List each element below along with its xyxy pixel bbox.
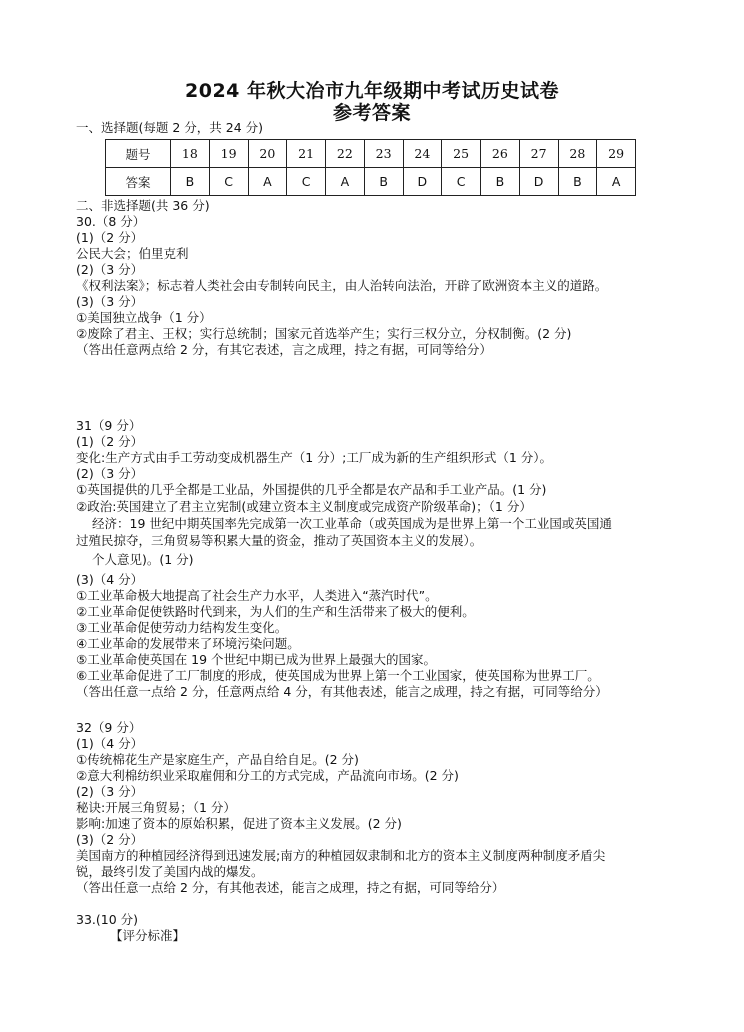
answer-line: ①美国独立战争（1 分） (76, 310, 212, 325)
scoring-standard-label: 【评分标准】 (110, 928, 186, 943)
page-title: 2024 年秋大冶市九年级期中考试历史试卷 (185, 80, 559, 102)
scoring-note: （答出任意一点给 2 分，有其他表述，能言之成理，持之有据，可同等给分） (76, 880, 505, 895)
answer-line: (2)（3 分） (76, 466, 144, 481)
answer-cell: D (403, 168, 442, 196)
answer-line: ②政治:英国建立了君主立宪制(或建立资本主义制度或完成资产阶级革命)；（1 分） (76, 499, 532, 514)
answer-line: 变化:生产方式由手工劳动变成机器生产（1 分）;工厂成为新的生产组织形式（1 分）。 (76, 450, 553, 465)
question-heading: 30.（8 分） (76, 214, 146, 229)
answer-line: ①工业革命极大地提高了社会生产力水平，人类进入“蒸汽时代”。 (76, 588, 438, 603)
question-number: 23 (364, 140, 403, 168)
question-heading: 33.(10 分) (76, 912, 139, 927)
question-number: 21 (287, 140, 326, 168)
answer-cell: B (171, 168, 210, 196)
answer-line: 过殖民掠夺，三角贸易等积累大量的资金，推动了英国资本主义的发展）。 (76, 533, 483, 548)
answer-cell: B (558, 168, 597, 196)
question-number: 29 (597, 140, 636, 168)
section-heading-choice: 一、选择题(每题 2 分，共 24 分) (76, 120, 264, 135)
table-row (106, 168, 636, 196)
answer-cell: C (209, 168, 248, 196)
answer-line: ②工业革命促使铁路时代到来，为人们的生产和生活带来了极大的便利。 (76, 604, 475, 619)
question-number: 18 (171, 140, 210, 168)
answer-line: 秘诀:开展三角贸易；（1 分） (76, 800, 236, 815)
answer-line: ①传统棉花生产是家庭生产，产品自给自足。(2 分) (76, 752, 359, 767)
answer-cell: B (481, 168, 520, 196)
question-number: 28 (558, 140, 597, 168)
answer-table (105, 139, 636, 196)
question-number: 26 (481, 140, 520, 168)
answer-line: (3)（2 分） (76, 832, 144, 847)
answer-line: ⑥工业革命促进了工厂制度的形成，使英国成为世界上第一个工业国家，使英国称为世界工厂。 (76, 668, 600, 683)
answer-line: (1)（2 分） (76, 434, 144, 449)
answer-line: ②废除了君主、王权；实行总统制；国家元首选举产生；实行三权分立，分权制衡。(2 分) (76, 326, 572, 341)
table-row-label: 题号 (106, 140, 171, 168)
answer-line: (1)（4 分） (76, 736, 144, 751)
question-number: 25 (442, 140, 481, 168)
answer-cell: C (442, 168, 481, 196)
answer-line: 影响:加速了资本的原始积累，促进了资本主义发展。(2 分) (76, 816, 402, 831)
table-row-label: 答案 (106, 168, 171, 196)
question-number: 22 (326, 140, 365, 168)
answer-line: 经济：19 世纪中期英国率先完成第一次工业革命（或英国成为是世界上第一个工业国或英国通 (92, 516, 612, 531)
question-heading: 32（9 分） (76, 720, 142, 735)
answer-line: (3)（3 分） (76, 294, 144, 309)
answer-cell: A (597, 168, 636, 196)
answer-cell: A (326, 168, 365, 196)
answer-line: (2)（3 分） (76, 262, 144, 277)
answer-line: (1)（2 分） (76, 230, 144, 245)
question-number: 27 (519, 140, 558, 168)
answer-line: 公民大会；伯里克利 (76, 246, 189, 261)
answer-line: 个人意见)。(1 分) (92, 552, 194, 567)
page-subtitle: 参考答案 (332, 102, 411, 124)
answer-line: ①英国提供的几乎全都是工业品，外国提供的几乎全都是农产品和手工业产品。(1 分) (76, 482, 547, 497)
scoring-note: （答出任意两点给 2 分，有其它表述，言之成理，持之有据，可同等给分） (76, 342, 492, 357)
answer-line: (3)（4 分） (76, 572, 144, 587)
answer-cell: A (248, 168, 287, 196)
answer-cell: C (287, 168, 326, 196)
question-heading: 31（9 分） (76, 418, 142, 433)
question-number: 20 (248, 140, 287, 168)
answer-line: ⑤工业革命使英国在 19 个世纪中期已成为世界上最强大的国家。 (76, 652, 437, 667)
question-number: 19 (209, 140, 248, 168)
question-number: 24 (403, 140, 442, 168)
answer-line: (2)（3 分） (76, 784, 144, 799)
table-row (106, 140, 636, 168)
answer-line: 锐，最终引发了美国内战的爆发。 (76, 864, 264, 879)
answer-cell: D (519, 168, 558, 196)
section-heading-open: 二、非选择题(共 36 分) (76, 198, 210, 213)
answer-cell: B (364, 168, 403, 196)
answer-line: 美国南方的种植园经济得到迅速发展;南方的种植园奴隶制和北方的资本主义制度两种制度矛盾尖 (76, 848, 606, 863)
scoring-note: （答出任意一点给 2 分，任意两点给 4 分，有其他表述，能言之成理，持之有据，可同等给分） (76, 684, 608, 699)
answer-line: ③工业革命促使劳动力结构发生变化。 (76, 620, 288, 635)
answer-line: ②意大利棉纺织业采取雇佣和分工的方式完成，产品流向市场。(2 分) (76, 768, 459, 783)
answer-line: 《权利法案》；标志着人类社会由专制转向民主，由人治转向法治，开辟了欧洲资本主义的道路。 (76, 278, 608, 293)
answer-line: ④工业革命的发展带来了环境污染问题。 (76, 636, 300, 651)
